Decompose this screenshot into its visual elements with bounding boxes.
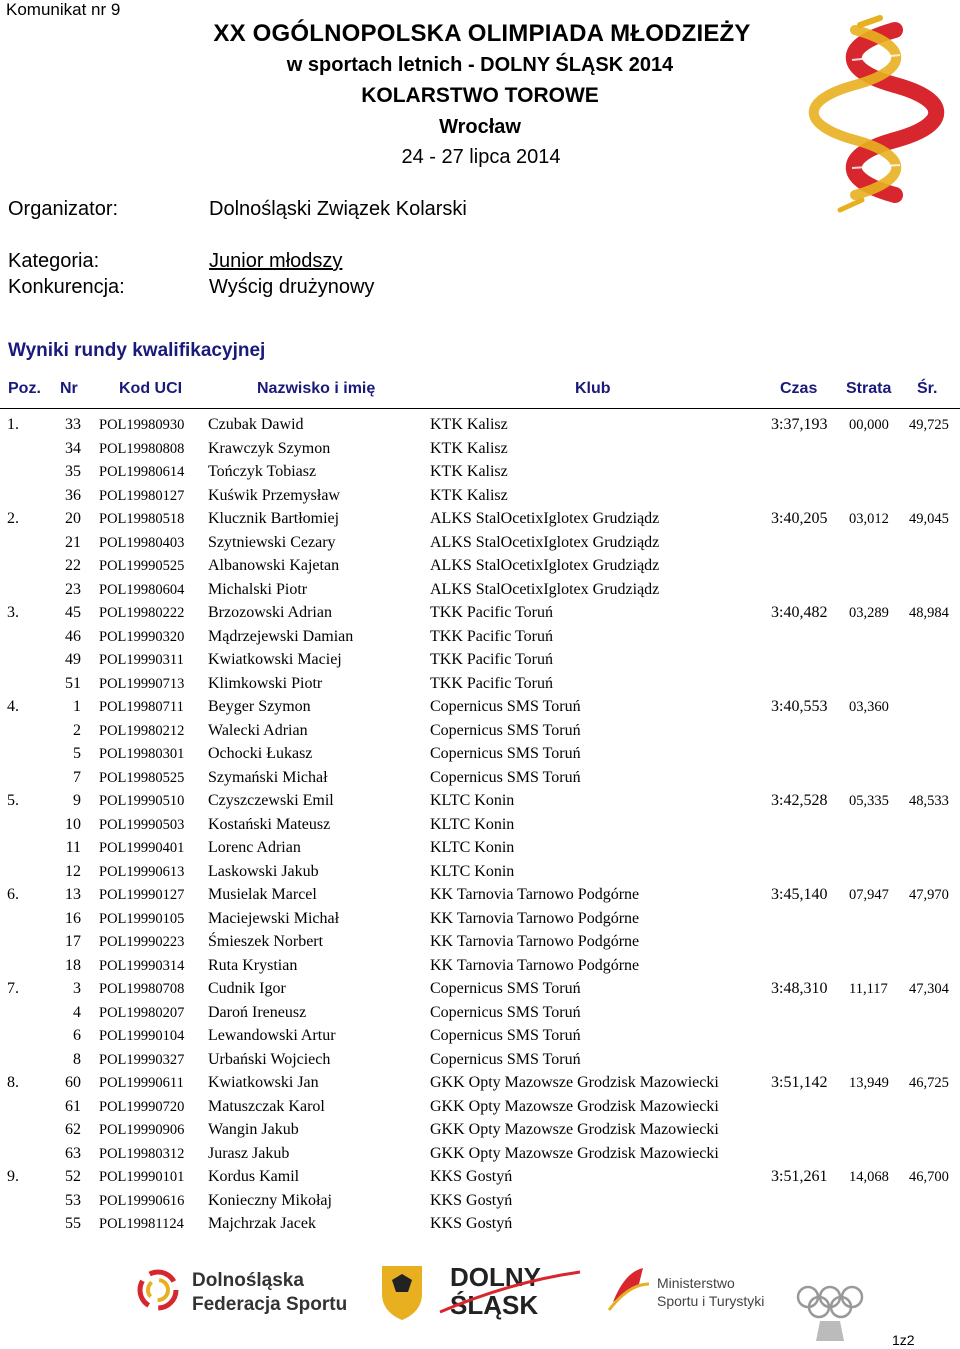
result-gap: 03,012 <box>849 511 889 527</box>
table-row <box>0 1072 960 1096</box>
col-sr: Śr. <box>917 380 938 397</box>
result-position: 9. <box>7 1168 19 1185</box>
result-uci-code: POL19990401 <box>99 840 185 856</box>
result-bib-number: 52 <box>65 1168 81 1185</box>
result-avg-speed: 47,304 <box>909 981 949 997</box>
result-uci-code: POL19990525 <box>99 558 185 574</box>
result-bib-number: 49 <box>65 651 81 668</box>
result-uci-code: POL19990101 <box>99 1169 185 1185</box>
result-uci-code: POL19980808 <box>99 440 185 457</box>
result-club: GKK Opty Mazowsze Grodzisk Mazowiecki <box>430 1121 719 1138</box>
section-title: Wyniki rundy kwalifikacyjnej <box>8 340 266 361</box>
result-avg-speed: 48,984 <box>909 605 949 621</box>
result-bib-number: 20 <box>65 510 81 527</box>
result-bib-number: 61 <box>65 1097 81 1115</box>
result-bib-number: 4 <box>73 1003 81 1021</box>
olympic-rings-statue-icon <box>790 1275 870 1345</box>
result-bib-number: 60 <box>65 1074 81 1091</box>
result-uci-code: POL19980207 <box>99 1004 185 1021</box>
result-avg-speed: 49,045 <box>909 511 949 527</box>
result-rider-name: Klimkowski Piotr <box>208 674 323 692</box>
table-row <box>0 673 960 697</box>
table-row <box>0 1166 960 1190</box>
table-row <box>0 908 960 932</box>
result-uci-code: POL19981124 <box>99 1216 184 1232</box>
table-row <box>0 649 960 673</box>
msit-line2: Sportu i Turystyki <box>657 1293 765 1309</box>
result-avg-speed: 46,725 <box>909 1075 949 1091</box>
table-row <box>0 767 960 791</box>
result-rider-name: Majchrzak Jacek <box>208 1215 316 1232</box>
result-uci-code: POL19990311 <box>99 652 184 668</box>
page-number: 1z2 <box>892 1332 915 1348</box>
result-uci-code: POL19980127 <box>99 487 185 504</box>
result-rider-name: Czyszczewski Emil <box>208 792 334 809</box>
result-rider-name: Jurasz Jakub <box>208 1144 290 1162</box>
result-position: 2. <box>7 510 19 527</box>
table-row <box>0 720 960 744</box>
result-club: KK Tarnovia Tarnowo Podgórne <box>430 886 640 903</box>
result-club: ALKS StalOcetixIglotex Grudziądz <box>430 580 660 598</box>
result-rider-name: Szymański Michał <box>208 768 328 786</box>
result-time: 3:42,528 <box>771 792 828 809</box>
result-club: TKK Pacific Toruń <box>430 651 553 668</box>
table-row <box>0 861 960 885</box>
olympiad-ribbon-logo <box>800 0 950 215</box>
msit-line1: Ministerstwo <box>657 1275 735 1291</box>
table-row <box>0 978 960 1002</box>
result-bib-number: 6 <box>73 1027 81 1044</box>
result-avg-speed: 48,533 <box>909 793 949 809</box>
result-club: Copernicus SMS Toruń <box>430 721 581 739</box>
ds-line1: DOLNY <box>450 1262 541 1292</box>
table-row <box>0 602 960 626</box>
result-club: KTK Kalisz <box>430 463 508 480</box>
dolny-slask-logo <box>380 1260 590 1320</box>
result-uci-code: POL19990223 <box>99 934 185 950</box>
result-club: GKK Opty Mazowsze Grodzisk Mazowiecki <box>430 1144 719 1162</box>
results-table-header <box>0 380 960 402</box>
result-uci-code: POL19990105 <box>99 910 185 927</box>
table-row <box>0 1143 960 1167</box>
result-bib-number: 18 <box>65 956 81 974</box>
result-rider-name: Kordus Kamil <box>208 1168 300 1185</box>
result-rider-name: Urbański Wojciech <box>208 1050 331 1068</box>
result-club: Copernicus SMS Toruń <box>430 698 581 715</box>
result-bib-number: 9 <box>73 792 81 809</box>
result-uci-code: POL19980212 <box>99 722 185 739</box>
result-rider-name: Śmieszek Norbert <box>208 933 324 950</box>
result-gap: 00,000 <box>849 417 889 433</box>
table-row <box>0 555 960 579</box>
result-club: Copernicus SMS Toruń <box>430 1050 581 1068</box>
event-dates: 24 - 27 lipca 2014 <box>401 146 561 168</box>
category-label: Kategoria: <box>8 250 100 272</box>
result-time: 3:51,142 <box>771 1074 828 1091</box>
result-club: GKK Opty Mazowsze Grodzisk Mazowiecki <box>430 1097 719 1115</box>
result-uci-code: POL19980518 <box>99 511 185 527</box>
result-position: 5. <box>7 792 19 809</box>
result-bib-number: 63 <box>65 1144 81 1162</box>
result-rider-name: Lorenc Adrian <box>208 839 301 856</box>
result-bib-number: 51 <box>65 674 81 692</box>
result-uci-code: POL19980604 <box>99 581 185 598</box>
result-bib-number: 17 <box>65 933 81 950</box>
result-time: 3:40,205 <box>771 510 828 527</box>
discipline-title: KOLARSTWO TOROWE <box>361 84 599 107</box>
result-rider-name: Kwiatkowski Maciej <box>208 651 342 668</box>
result-rider-name: Klucznik Bartłomiej <box>208 510 340 527</box>
result-bib-number: 13 <box>65 886 81 903</box>
ministerstwo-sportu-logo <box>605 1262 795 1322</box>
table-row <box>0 743 960 767</box>
table-row <box>0 579 960 603</box>
table-row <box>0 696 960 720</box>
result-position: 7. <box>7 980 19 997</box>
result-rider-name: Musielak Marcel <box>208 886 317 903</box>
result-bib-number: 11 <box>65 839 81 856</box>
result-bib-number: 36 <box>65 486 81 504</box>
result-uci-code: POL19980711 <box>99 699 184 715</box>
result-uci-code: POL19980930 <box>99 417 185 433</box>
result-bib-number: 34 <box>65 439 81 457</box>
result-avg-speed: 47,970 <box>909 887 949 903</box>
results-table-body <box>0 414 960 1237</box>
result-club: KLTC Konin <box>430 862 515 880</box>
result-bib-number: 45 <box>65 604 81 621</box>
competition-label: Konkurencja: <box>8 276 125 298</box>
result-time: 3:40,553 <box>771 698 828 715</box>
ds-line2: ŚLĄSK <box>450 1290 539 1320</box>
table-row <box>0 1049 960 1073</box>
result-bib-number: 55 <box>65 1215 81 1232</box>
result-club: Copernicus SMS Toruń <box>430 980 581 997</box>
result-rider-name: Maciejewski Michał <box>208 909 340 927</box>
table-row <box>0 1096 960 1120</box>
result-position: 3. <box>7 604 19 621</box>
result-position: 8. <box>7 1074 19 1091</box>
result-club: KLTC Konin <box>430 792 515 809</box>
result-bib-number: 16 <box>65 909 81 927</box>
result-club: GKK Opty Mazowsze Grodzisk Mazowiecki <box>430 1074 719 1091</box>
result-rider-name: Szytniewski Cezary <box>208 533 336 551</box>
table-row <box>0 931 960 955</box>
result-uci-code: POL19990906 <box>99 1122 185 1138</box>
result-time: 3:51,261 <box>771 1168 828 1185</box>
result-bib-number: 21 <box>65 533 81 551</box>
event-city: Wrocław <box>439 116 521 138</box>
table-row <box>0 626 960 650</box>
result-rider-name: Czubak Dawid <box>208 416 304 433</box>
header-rule <box>0 408 960 409</box>
result-rider-name: Cudnik Igor <box>208 980 286 997</box>
col-poz: Poz. <box>8 380 41 397</box>
dfs-line2: Federacja Sportu <box>192 1294 348 1315</box>
result-rider-name: Ochocki Łukasz <box>208 745 313 762</box>
event-title: XX OGÓLNOPOLSKA OLIMPIADA MŁODZIEŻY <box>213 20 751 47</box>
dfs-line1: Dolnośląska <box>192 1270 304 1291</box>
result-gap: 13,949 <box>849 1075 889 1091</box>
result-uci-code: POL19990616 <box>99 1192 185 1209</box>
result-club: KLTC Konin <box>430 815 515 833</box>
col-name: Nazwisko i imię <box>257 380 376 397</box>
col-uci: Kod UCI <box>119 380 183 397</box>
communique-number: Komunikat nr 9 <box>6 0 121 19</box>
category-value: Junior młodszy <box>209 250 343 272</box>
result-club: KTK Kalisz <box>430 416 508 433</box>
table-row <box>0 414 960 438</box>
result-bib-number: 35 <box>65 463 81 480</box>
result-rider-name: Kuświk Przemysław <box>208 486 340 504</box>
result-rider-name: Krawczyk Szymon <box>208 439 331 457</box>
result-bib-number: 1 <box>73 698 81 715</box>
result-uci-code: POL19990327 <box>99 1051 185 1068</box>
result-club: KK Tarnovia Tarnowo Podgórne <box>430 933 640 950</box>
result-uci-code: POL19990613 <box>99 863 185 880</box>
result-uci-code: POL19990713 <box>99 675 185 692</box>
result-position: 4. <box>7 698 19 715</box>
table-row <box>0 1213 960 1237</box>
result-club: Copernicus SMS Toruń <box>430 768 581 786</box>
table-row <box>0 1025 960 1049</box>
result-uci-code: POL19980403 <box>99 534 185 551</box>
result-bib-number: 23 <box>65 580 81 598</box>
col-nr: Nr <box>60 380 78 397</box>
result-rider-name: Brzozowski Adrian <box>208 604 332 621</box>
result-uci-code: POL19990611 <box>99 1075 184 1091</box>
result-uci-code: POL19980708 <box>99 981 185 997</box>
result-club: Copernicus SMS Toruń <box>430 1003 581 1021</box>
table-row <box>0 955 960 979</box>
col-club: Klub <box>575 380 611 397</box>
result-uci-code: POL19990314 <box>99 957 185 974</box>
result-club: KKS Gostyń <box>430 1191 513 1209</box>
organizer-value: Dolnośląski Związek Kolarski <box>209 198 467 220</box>
result-club: KKS Gostyń <box>430 1168 513 1185</box>
result-rider-name: Albanowski Kajetan <box>208 557 340 574</box>
result-bib-number: 3 <box>73 980 81 997</box>
result-avg-speed: 46,700 <box>909 1169 949 1185</box>
table-row <box>0 485 960 509</box>
result-club: Copernicus SMS Toruń <box>430 745 581 762</box>
result-uci-code: POL19990104 <box>99 1028 185 1044</box>
result-rider-name: Beyger Szymon <box>208 698 311 715</box>
result-rider-name: Kostański Mateusz <box>208 815 331 833</box>
result-rider-name: Ruta Krystian <box>208 956 298 974</box>
result-rider-name: Daroń Ireneusz <box>208 1003 307 1021</box>
result-position: 1. <box>7 416 19 433</box>
result-uci-code: POL19980312 <box>99 1145 185 1162</box>
table-row <box>0 884 960 908</box>
table-row <box>0 438 960 462</box>
result-position: 6. <box>7 886 19 903</box>
result-bib-number: 5 <box>73 745 81 762</box>
result-time: 3:40,482 <box>771 604 828 621</box>
result-rider-name: Konieczny Mikołaj <box>208 1191 332 1209</box>
result-uci-code: POL19980301 <box>99 746 185 762</box>
result-bib-number: 22 <box>65 557 81 574</box>
result-uci-code: POL19990127 <box>99 887 185 903</box>
result-rider-name: Laskowski Jakub <box>208 862 319 880</box>
result-club: KTK Kalisz <box>430 439 508 457</box>
competition-value: Wyścig drużynowy <box>209 276 375 298</box>
result-club: KLTC Konin <box>430 839 515 856</box>
table-row <box>0 1119 960 1143</box>
result-club: ALKS StalOcetixIglotex Grudziądz <box>430 557 660 574</box>
result-rider-name: Mądrzejewski Damian <box>208 627 354 645</box>
dolnoslaska-federacja-sportu-logo <box>130 1260 370 1320</box>
result-time: 3:37,193 <box>771 416 828 433</box>
result-rider-name: Kwiatkowski Jan <box>208 1074 319 1091</box>
result-bib-number: 62 <box>65 1121 81 1138</box>
result-bib-number: 53 <box>65 1191 81 1209</box>
result-bib-number: 33 <box>65 416 81 433</box>
table-row <box>0 814 960 838</box>
result-club: TKK Pacific Toruń <box>430 627 553 645</box>
result-club: KKS Gostyń <box>430 1215 513 1232</box>
result-club: KTK Kalisz <box>430 486 508 504</box>
result-rider-name: Wangin Jakub <box>208 1121 299 1138</box>
result-club: KK Tarnovia Tarnowo Podgórne <box>430 909 640 927</box>
result-bib-number: 10 <box>65 815 81 833</box>
organizer-label: Organizator: <box>8 198 119 220</box>
table-row <box>0 837 960 861</box>
result-gap: 11,117 <box>849 981 888 997</box>
result-gap: 03,289 <box>849 605 889 621</box>
result-rider-name: Matuszczak Karol <box>208 1097 325 1115</box>
result-club: Copernicus SMS Toruń <box>430 1027 581 1044</box>
table-row <box>0 1002 960 1026</box>
result-time: 3:45,140 <box>771 886 828 903</box>
result-uci-code: POL19990720 <box>99 1098 185 1115</box>
result-rider-name: Lewandowski Artur <box>208 1027 336 1044</box>
result-uci-code: POL19990320 <box>99 628 185 645</box>
result-club: TKK Pacific Toruń <box>430 604 553 621</box>
result-club: ALKS StalOcetixIglotex Grudziądz <box>430 510 660 527</box>
event-subtitle: w sportach letnich - DOLNY ŚLĄSK 2014 <box>286 54 674 76</box>
result-gap: 03,360 <box>849 699 889 715</box>
result-bib-number: 7 <box>73 768 81 786</box>
result-club: KK Tarnovia Tarnowo Podgórne <box>430 956 640 974</box>
result-rider-name: Michalski Piotr <box>208 580 308 598</box>
result-uci-code: POL19980525 <box>99 769 185 786</box>
table-row <box>0 1190 960 1214</box>
table-row <box>0 508 960 532</box>
col-time: Czas <box>780 380 818 397</box>
result-bib-number: 12 <box>65 862 81 880</box>
result-time: 3:48,310 <box>771 980 828 997</box>
result-rider-name: Tończyk Tobiasz <box>208 463 317 480</box>
col-strata: Strata <box>846 380 892 397</box>
result-rider-name: Walecki Adrian <box>208 721 308 739</box>
result-club: ALKS StalOcetixIglotex Grudziądz <box>430 533 660 551</box>
result-bib-number: 8 <box>73 1050 81 1068</box>
result-club: TKK Pacific Toruń <box>430 674 553 692</box>
result-uci-code: POL19990503 <box>99 816 185 833</box>
table-row <box>0 790 960 814</box>
result-gap: 14,068 <box>849 1169 889 1185</box>
result-gap: 05,335 <box>849 793 889 809</box>
result-bib-number: 46 <box>65 627 81 645</box>
table-row <box>0 461 960 485</box>
result-uci-code: POL19980222 <box>99 605 185 621</box>
result-gap: 07,947 <box>849 887 889 903</box>
result-uci-code: POL19980614 <box>99 464 185 480</box>
result-uci-code: POL19990510 <box>99 793 185 809</box>
result-avg-speed: 49,725 <box>909 417 949 433</box>
table-row <box>0 532 960 556</box>
result-bib-number: 2 <box>73 721 81 739</box>
